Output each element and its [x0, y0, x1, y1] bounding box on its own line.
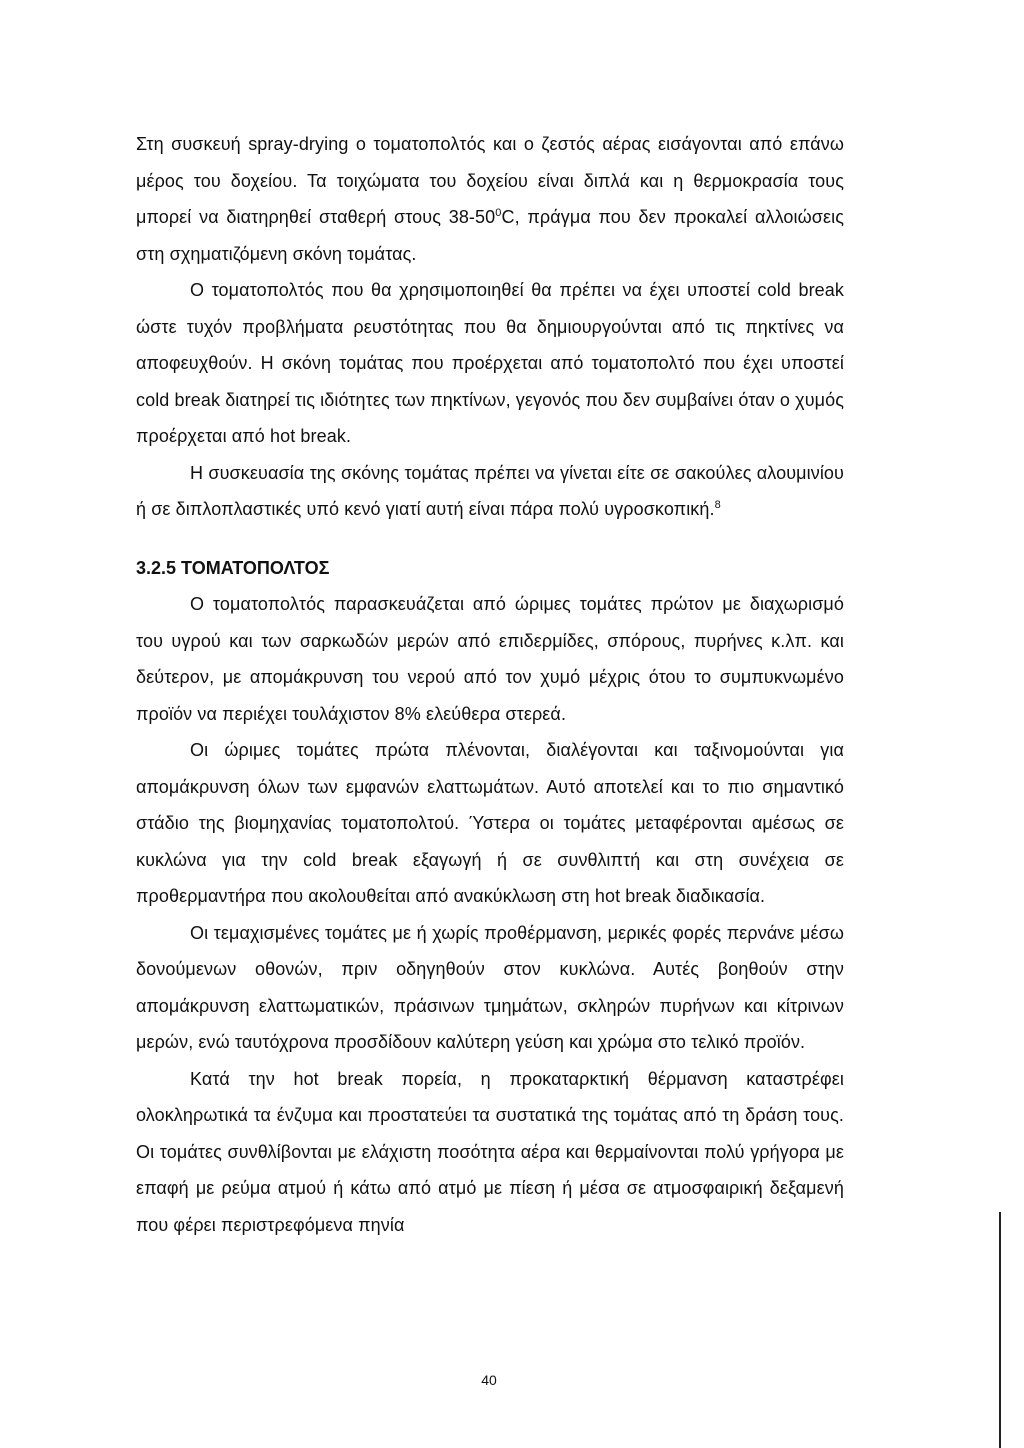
paragraph-cold-break: Ο τοματοπολτός που θα χρησιμοποιηθεί θα πρέπει να έχει υποστεί cold break ώστε τυχόν προβλήματα ρευστότητας που θα δημιουργούνται από τις πηκτίνες να αποφευχθούν. Η σκόνη τομάτας που προέρχεται από τοματοπολτό που έχει υποστεί cold break διατηρεί τις ιδιότητες των πηκτίνων, γεγονός που δεν συμβαίνει όταν ο χυμός προέρχεται από hot break. — [136, 280, 844, 446]
reference-superscript: 8 — [714, 499, 721, 511]
paragraph-section-3: Οι τεμαχισμένες τομάτες με ή χωρίς προθέρμανση, μερικές φορές περνάνε μέσω δονούμενων οθονών, πριν οδηγηθούν στον κυκλώνα. Αυτές βοηθούν στην απομάκρυνση ελαττωματικών, πράσινων τμημάτων, σκληρών πυρήνων και κίτρινων μερών, ενώ ταυτόχρονα προσδίδουν καλύτερη γεύση και χρώμα στο τελικό προϊόν. — [136, 922, 844, 1052]
paragraph-section-4: Κατά την hot break πορεία, η προκαταρκτική θέρμανση καταστρέφει ολοκληρωτικά τα ένζυμα και προστατεύει τα συστατικά της τομάτας από τη δράση τους. Οι τομάτες συνθλίβονται με ελάχιστη ποσότητα αέρα και θερμαίνονται πολύ γρήγορα με επαφή με ρεύμα ατμού ή κάτω από ατμό με πίεση ή μέσα σε ατμοσφαιρική δεξαμενή που φέρει περιστρεφόμενα πηνία — [136, 1068, 844, 1235]
section-heading: 3.2.5 ΤΟΜΑΤΟΠΟΛΤΟΣ — [136, 557, 330, 578]
document-body — [136, 126, 844, 1243]
page-number: 40 — [481, 1372, 497, 1388]
paragraph-text-tail: C, πράγμα που δεν προκαλεί αλλοιώσεις στη σχηματιζόμενη σκόνη τομάτας. — [136, 207, 844, 264]
paragraph-spray-drying — [136, 126, 844, 272]
section-spacer — [136, 528, 844, 550]
paragraph-text: Η συσκευασία της σκόνης τομάτας πρέπει να γίνεται είτε σε σακούλες αλουμινίου ή σε διπλοπλαστικές υπό κενό γιατί αυτή είναι πάρα πολύ υγροσκοπική. — [136, 462, 844, 519]
paragraph-section-1: Ο τοματοπολτός παρασκευάζεται από ώριμες τομάτες πρώτον με διαχωρισμό του υγρού και των σαρκωδών μερών από επιδερμίδες, σπόρους, πυρήνες κ.λπ. και δεύτερον, με απομάκρυνση του νερού από τον χυμό μέχρις ότου το συμπυκνωμένο προϊόν να περιέχει τουλάχιστον 8% ελεύθερα στερεά. — [136, 594, 844, 724]
degree-superscript: 0 — [495, 207, 502, 219]
paragraph-section-2: Οι ώριμες τομάτες πρώτα πλένονται, διαλέγονται και ταξινομούνται για απομάκρυνση όλων των εμφανών ελαττωμάτων. Αυτό αποτελεί και το πιο σημαντικό στάδιο της βιομηχανίας τοματοπολτού. Ύστερα οι τομάτες μεταφέρονται αμέσως σε κυκλώνα για την cold break εξαγωγή ή σε συνθλιπτή και στη συνέχεια σε προθερμαντήρα που ακολουθείται από ανακύκλωση στη hot break διαδικασία. — [136, 740, 844, 906]
paragraph-text: Στη συσκευή spray-drying ο τοματοπολτός και ο ζεστός αέρας εισάγονται από επάνω μέρος του δοχείου. Τα τοιχώματα του δοχείου είναι διπλά και η θερμοκρασία τους μπορεί να διατηρηθεί σταθερή στους 38-50 — [136, 134, 844, 227]
paragraph-packaging — [136, 455, 844, 528]
margin-rule — [999, 1212, 1001, 1448]
